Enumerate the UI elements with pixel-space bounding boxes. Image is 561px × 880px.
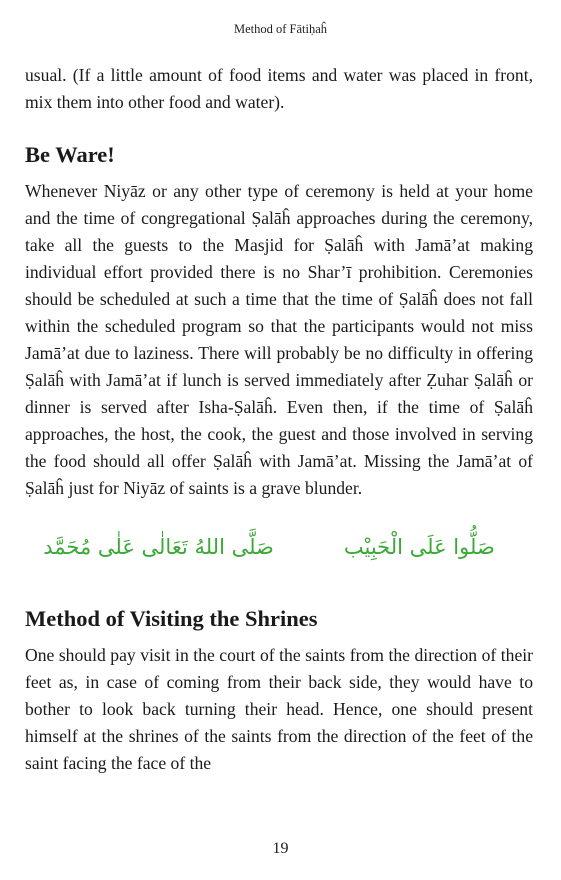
page-body — [25, 62, 533, 777]
page-number: 19 — [272, 840, 289, 857]
heading-shrines: Method of Visiting the Shrines — [25, 606, 318, 631]
intro-paragraph: usual. (If a little amount of food items and water was placed in front, mix them into other food and water). — [25, 65, 533, 112]
salawat-row — [25, 530, 533, 564]
heading-be-ware: Be Ware! — [25, 142, 115, 167]
salawat-left: صَلَّى اللهُ تَعَالٰى عَلٰى مُحَمَّد — [43, 535, 274, 559]
shrines-paragraph: One should pay visit in the court of the saints from the direction of their feet as, in case of coming from their back side, they would have to bother to look back turning their head. Hence, one should present himself at the shrines of the saints from the direction of the feet of the saint facing the face of the — [25, 645, 533, 773]
be-ware-paragraph: Whenever Niyāz or any other type of ceremony is held at your home and the time of congregational Ṣalāĥ approaches during the ceremony, take all the guests to the Masjid for Ṣalāĥ with Jamā’at making individual effort provided there is no Shar’ī prohibition. Ceremonies should be scheduled at such a time that the time of Ṣalāĥ does not fall within the scheduled program so that the participants would not miss Jamā’at due to laziness. There will probably be no difficulty in offering Ṣalāĥ with Jamā’at if lunch is served immediately after Ẓuhar Ṣalāĥ or dinner is served after Isha-Ṣalāĥ. Even then, if the time of Ṣalāĥ approaches, the host, the cook, the guest and those involved in serving the food should all offer Ṣalāĥ with Jamā’at. Missing the Jamā’at of Ṣalāĥ just for Niyāz of saints is a grave blunder. — [25, 181, 533, 498]
salawat-right: صَلُّوا عَلَى الْحَبِيْب — [343, 535, 495, 559]
running-head: Method of Fātiḥaĥ — [233, 22, 328, 36]
